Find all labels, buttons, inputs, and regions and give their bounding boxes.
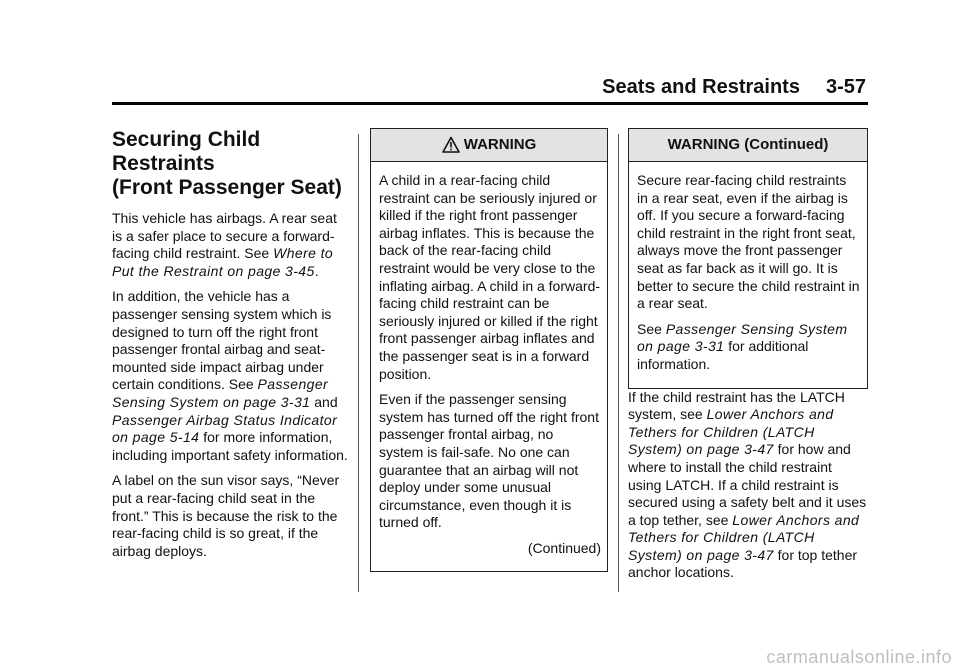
heading-line-2: (Front Passenger Seat) bbox=[112, 176, 342, 199]
text: and bbox=[310, 393, 338, 410]
column-right bbox=[628, 128, 868, 590]
text: This vehicle has airbags. A rear seat is a safer place to secure a forward-facing child restraint. See bbox=[112, 210, 337, 262]
warning-box-body bbox=[371, 162, 607, 571]
paragraph: Even if the passenger sensing system has turned off the right front passenger frontal airbag, no system is fail-safe. No one can guarantee that an airbag will not deploy under some unusual circumstance, even though it is turned off. bbox=[379, 391, 599, 531]
column-left bbox=[112, 128, 350, 568]
text: for more information, including important safety information. bbox=[112, 429, 348, 463]
column-divider bbox=[358, 134, 359, 592]
page-header bbox=[602, 76, 866, 99]
paragraph bbox=[637, 321, 861, 374]
continued-note: (Continued) bbox=[527, 539, 601, 556]
header-rule bbox=[112, 102, 868, 105]
paragraph: Secure rear-facing child restraints in a rear seat, even if the airbag is off. If you secure a forward-facing child restraint in the right front seat, always move the front passenger seat as far back as it will go. It is better to secure the child restraint in a rear seat. bbox=[637, 172, 860, 312]
heading-line-1: Securing Child Restraints bbox=[112, 128, 261, 175]
section-title: Seats and Restraints bbox=[602, 76, 800, 98]
cross-reference-link[interactable]: Lower Anchors and Tethers for Children (LATCH System) on page 3-47 bbox=[628, 511, 860, 563]
watermark: carmanualsonline.info bbox=[766, 647, 952, 667]
text: If the child restraint has the LATCH system, see bbox=[628, 388, 845, 423]
text: for top tether anchor locations. bbox=[628, 546, 858, 581]
cross-reference-link[interactable]: Where to Put the Restraint on page 3-45 bbox=[112, 245, 334, 279]
paragraph: A label on the sun visor says, “Never put a rear-facing child seat in the front.” This is because the risk to the rear-facing child is so great, if the airbag deploys. bbox=[112, 472, 340, 559]
warning-box bbox=[370, 128, 608, 572]
text: In addition, the vehicle has a passenger sensing system which is designed to turn off the right front passenger frontal airbag and seat-mounted side impact airbag under certain conditions. See bbox=[112, 288, 332, 393]
cross-reference-link[interactable]: Lower Anchors and Tethers for Children (LATCH System) on page 3-47 bbox=[628, 406, 834, 458]
warning-box-title bbox=[371, 129, 607, 162]
paragraph bbox=[112, 288, 350, 464]
cross-reference-link[interactable]: Passenger Airbag Status Indicator on page 5-14 bbox=[112, 411, 338, 446]
text: for additional information. bbox=[637, 338, 809, 372]
text: See bbox=[637, 320, 666, 337]
warning-triangle-icon bbox=[442, 136, 460, 154]
warning-box-body bbox=[629, 162, 867, 388]
paragraph bbox=[628, 389, 868, 583]
warning-label: WARNING bbox=[463, 136, 537, 154]
text: for how and where to install the child restraint using LATCH. If a child restraint is secured using a safety belt and it uses a top tether, see bbox=[628, 441, 867, 528]
text: . bbox=[314, 262, 319, 279]
section-heading bbox=[112, 128, 350, 200]
page-number: 3-57 bbox=[825, 76, 866, 98]
warning-box-title: WARNING (Continued) bbox=[629, 129, 867, 162]
paragraph: A child in a rear-facing child restraint can be seriously injured or killed if the right front passenger airbag inflates. This is because the back of the rear-facing child restraint would be very close to the inflating airbag. A child in a forward-facing child restraint can be seriously injured or killed if the right front passenger airbag inflates and the passenger seat is in a forward position. bbox=[379, 172, 601, 382]
column-divider bbox=[618, 134, 619, 592]
cross-reference-link[interactable]: Passenger Sensing System on page 3-31 bbox=[112, 376, 329, 410]
cross-reference-link[interactable]: Passenger Sensing System on page 3-31 bbox=[637, 320, 848, 355]
paragraph bbox=[112, 210, 350, 280]
warning-box-continued bbox=[628, 128, 868, 389]
column-middle bbox=[370, 128, 608, 572]
